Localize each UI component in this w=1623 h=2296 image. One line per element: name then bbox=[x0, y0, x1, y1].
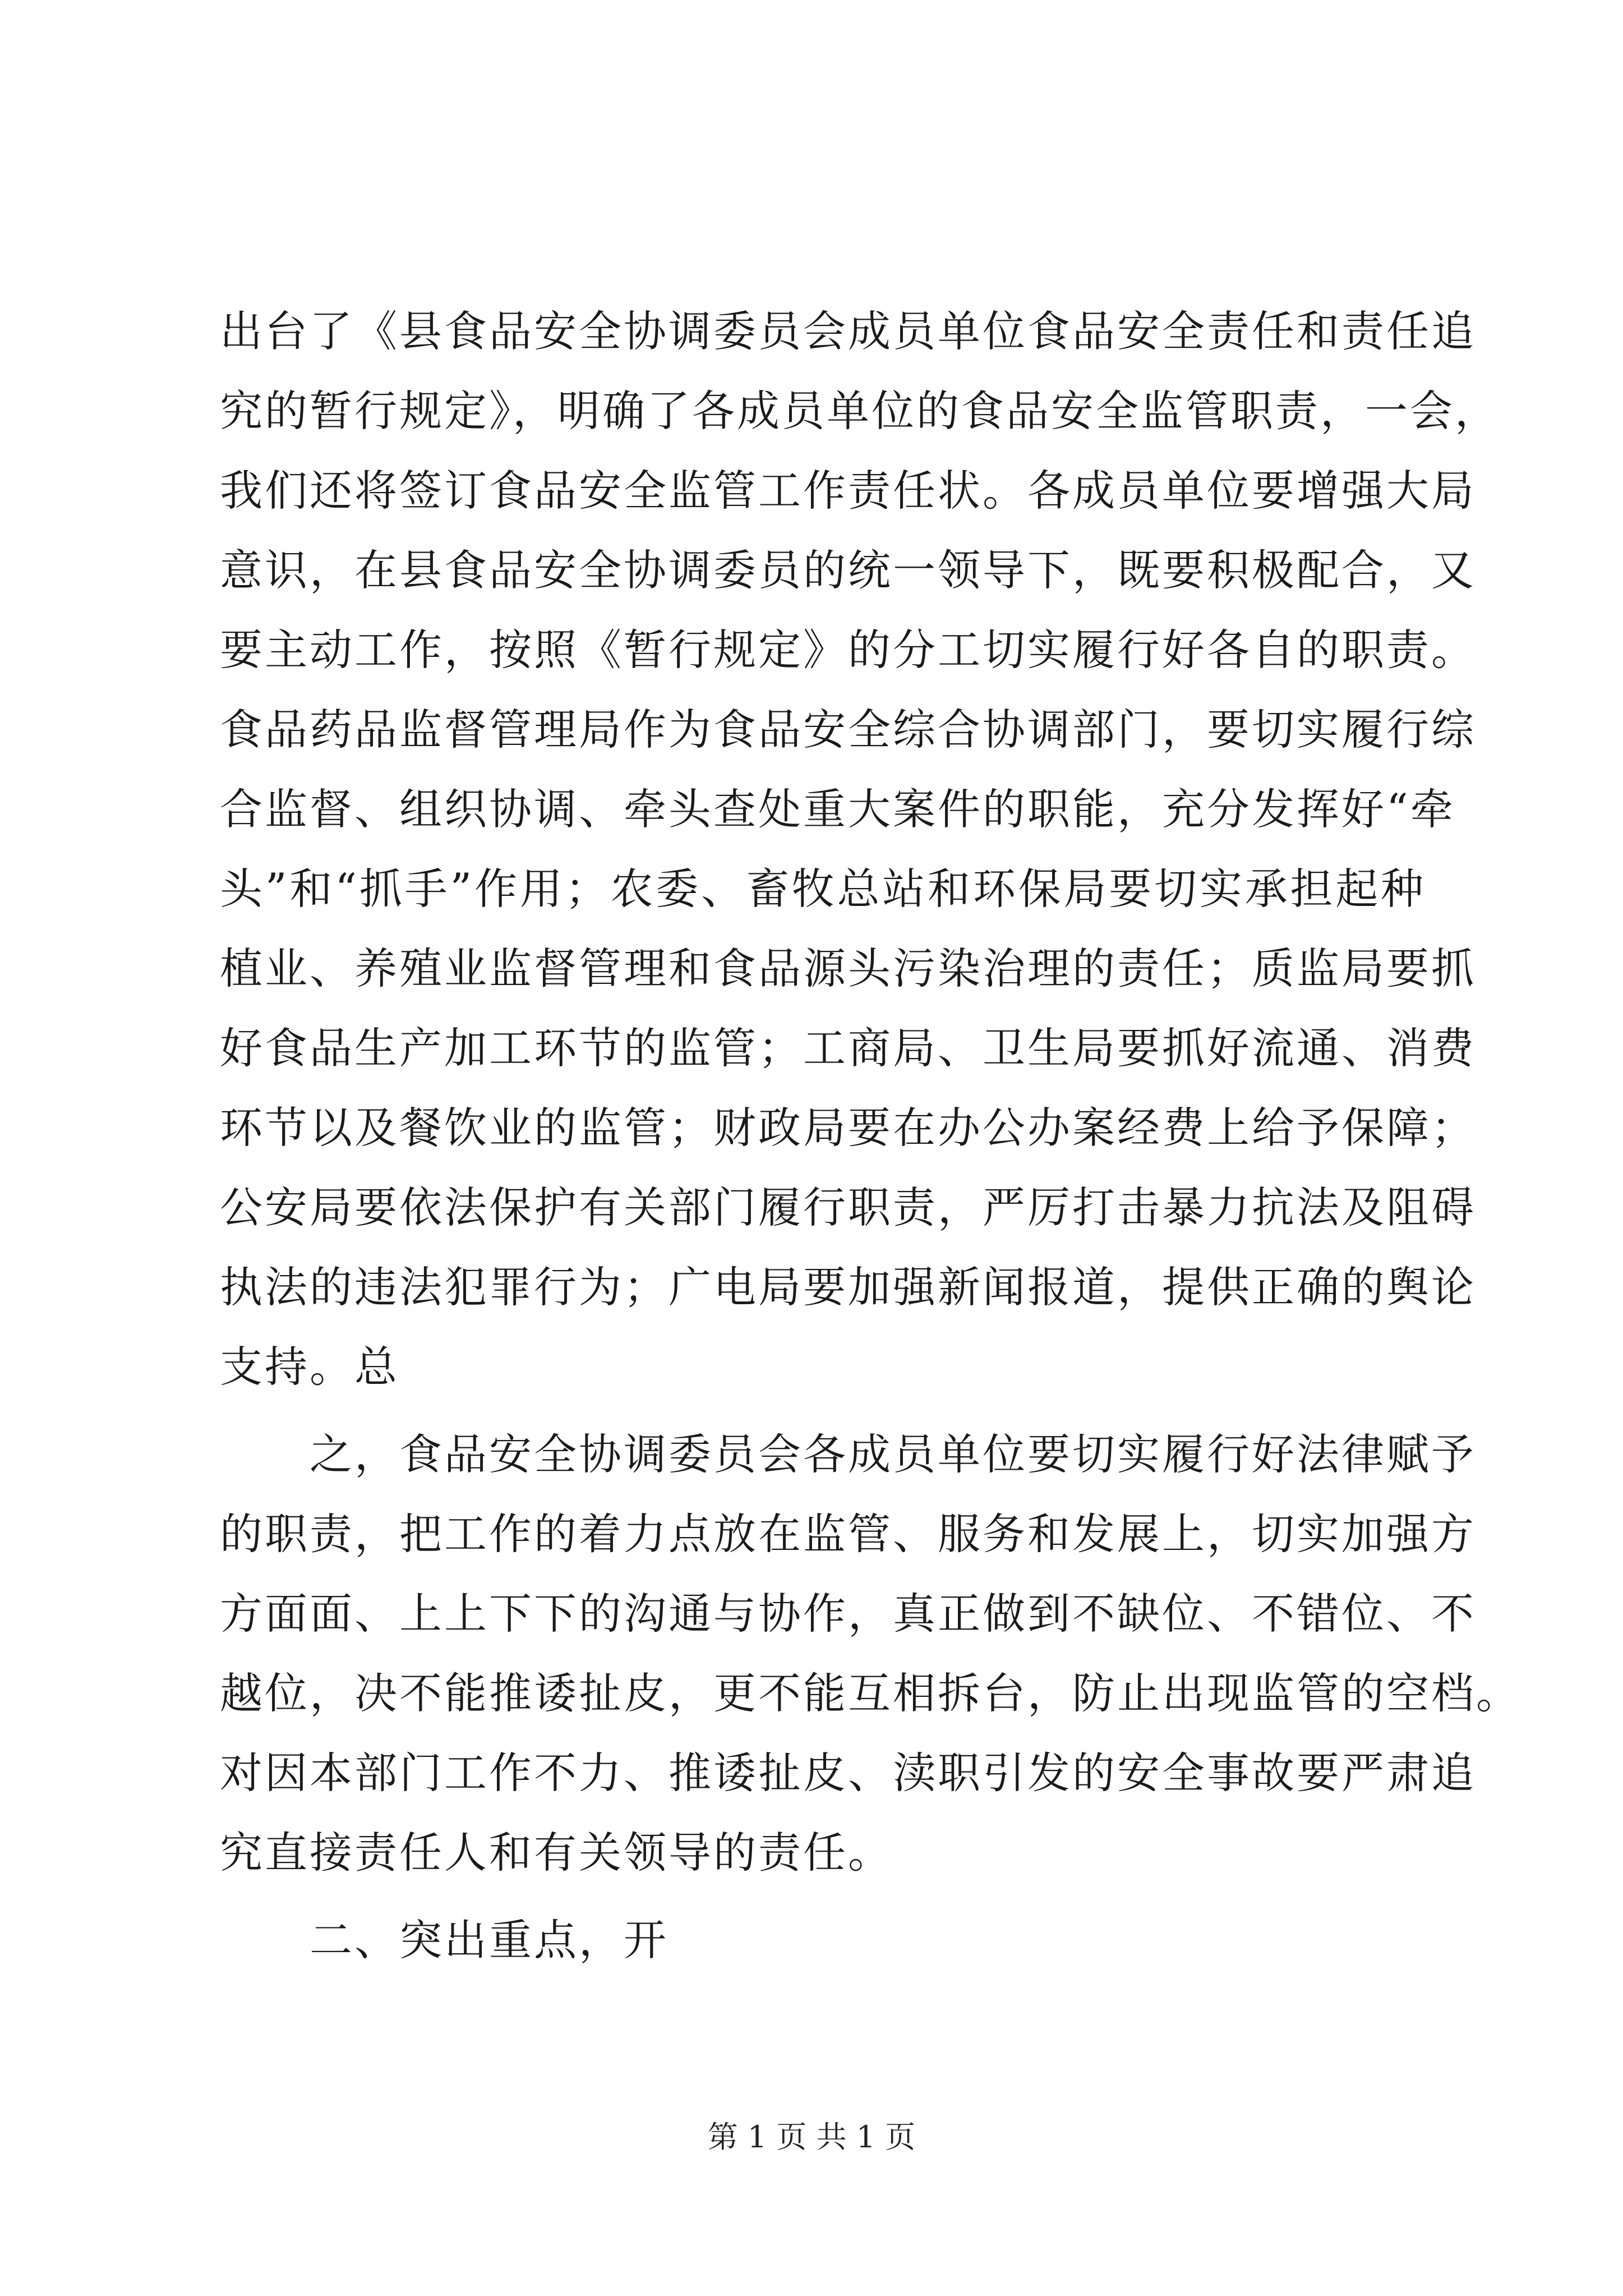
text-line: 越位，决不能推诿扯皮，更不能互相拆台，防止出现监管的空档。 bbox=[220, 1668, 1521, 1718]
document-body bbox=[220, 292, 1521, 1980]
text-line: 出台了《县食品安全协调委员会成员单位食品安全责任和责任追 bbox=[220, 306, 1476, 356]
text-line: 合监督、组织协调、牵头查处重大案件的职能，充分发挥好“牵 bbox=[220, 784, 1455, 834]
text-line: 究的暂行规定》，明确了各成员单位的食品安全监管职责，一会， bbox=[220, 386, 1500, 436]
text-line: 公安局要依法保护有关部门履行职责，严厉打击暴力抗法及阻碍 bbox=[220, 1182, 1476, 1232]
text-line: 要主动工作，按照《暂行规定》的分工切实履行好各自的职责。 bbox=[220, 625, 1476, 675]
text-line: 究直接责任人和有关领导的责任。 bbox=[220, 1828, 893, 1878]
text-line: 意识，在县食品安全协调委员的统一领导下，既要积极配合，又 bbox=[220, 545, 1476, 595]
text-line: 方面面、上上下下的沟通与协作，真正做到不缺位、不错位、不 bbox=[220, 1589, 1476, 1639]
text-line: 头”和“抓手”作用；农委、畜牧总站和环保局要切实承担起种 bbox=[220, 864, 1426, 914]
paragraph-spacer bbox=[220, 1893, 1426, 1901]
paragraph-spacer bbox=[220, 1407, 1426, 1415]
text-line: 执法的违法犯罪行为；广电局要加强新闻报道，提供正确的舆论 bbox=[220, 1262, 1476, 1312]
text-line: 之，食品安全协调委员会各成员单位要切实履行好法律赋予 bbox=[310, 1429, 1476, 1479]
section-heading: 二、突出重点，开 bbox=[310, 1915, 668, 1965]
text-line: 植业、养殖业监督管理和食品源头污染治理的责任；质监局要抓 bbox=[220, 944, 1476, 993]
text-line: 的职责，把工作的着力点放在监管、服务和发展上，切实加强方 bbox=[220, 1509, 1476, 1559]
paragraph-2 bbox=[220, 1415, 1521, 1893]
text-line: 支持。总 bbox=[220, 1342, 399, 1392]
text-line: 食品药品监督管理局作为食品安全综合协调部门，要切实履行综 bbox=[220, 705, 1476, 754]
text-line: 好食品生产加工环节的监管；工商局、卫生局要抓好流通、消费 bbox=[220, 1023, 1476, 1073]
text-line: 我们还将签订食品安全监管工作责任状。各成员单位要增强大局 bbox=[220, 466, 1476, 516]
page-footer: 第 1 页 共 1 页 bbox=[707, 2119, 916, 2155]
text-line: 对因本部门工作不力、推诿扯皮、渎职引发的安全事故要严肃追 bbox=[220, 1748, 1476, 1798]
paragraph-3 bbox=[220, 1901, 1426, 1980]
text-line: 环节以及餐饮业的监管；财政局要在办公办案经费上给予保障； bbox=[220, 1103, 1476, 1153]
paragraph-1 bbox=[220, 292, 1500, 1407]
